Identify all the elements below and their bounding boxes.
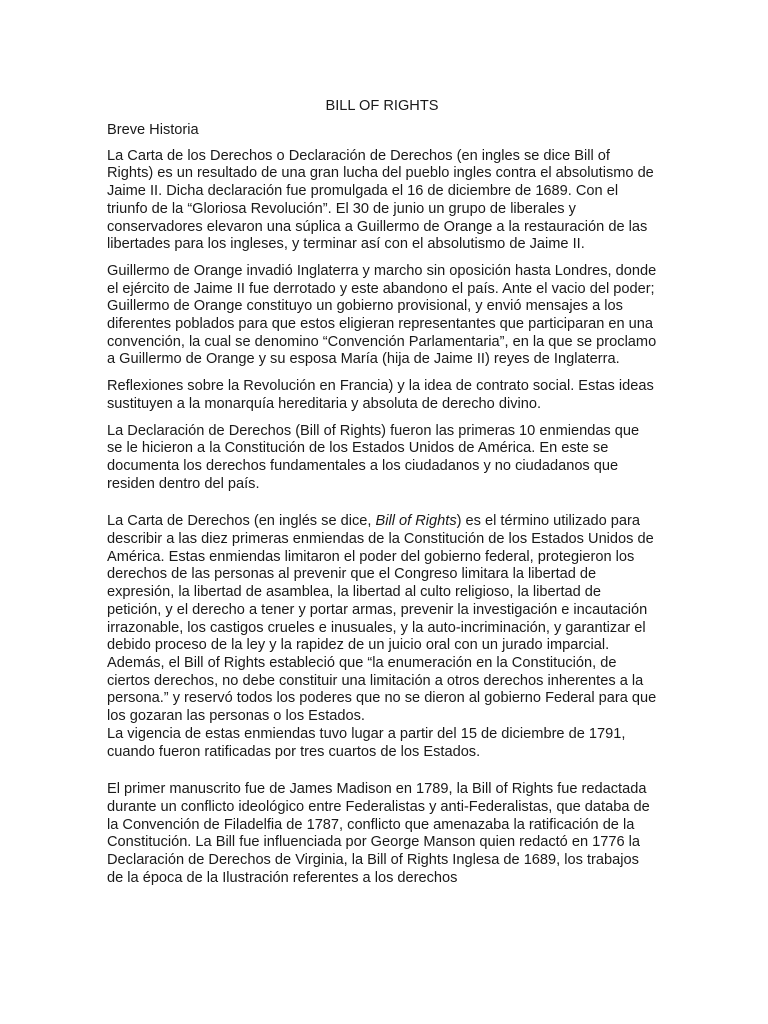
document-title: BILL OF RIGHTS — [325, 98, 439, 114]
paragraph-5 — [107, 513, 657, 725]
paragraph-6: La vigencia de estas enmiendas tuvo lugar a partir del 15 de diciembre de 1791, cuando fueron ratificadas por tres cuartos de los Estados. — [107, 725, 626, 760]
paragraph-7: El primer manuscrito fue de James Madison en 1789, la Bill of Rights fue redactada durante un conflicto ideológico entre Federalistas y anti-Federalistas, que databa de la Convención de Filadelfia de 1787, conflicto que amenazaba la ratificación de la Constitución. La Bill fue influenciada por George Manson quien redactó en 1776 la Declaración de Derechos de Virginia, la Bill of Rights Inglesa de 1689, los trabajos de la época de la Ilustración referentes a los derechos — [107, 781, 650, 886]
document-page — [107, 96, 657, 896]
paragraph-5-italic-term: Bill of Rights — [375, 513, 457, 530]
paragraph-1: La Carta de los Derechos o Declaración de Derechos (en ingles se dice Bill of Rights) es un resultado de una gran lucha del pueblo ingles contra el absolutismo de Jaime II. Dicha declaración fue promulgada el 16 de diciembre de 1689. Con el triunfo de la “Gloriosa Revolución”. El 30 de junio un grupo de liberales y conservadores elevaron una súplica a Guillermo de Orange a la restauración de las libertades para los ingleses, y terminar así con el absolutismo de Jaime II. — [107, 147, 654, 253]
section-heading: Breve Historia — [107, 122, 199, 138]
paragraph-4: La Declaración de Derechos (Bill of Rights) fueron las primeras 10 enmiendas que se le hicieron a la Constitución de los Estados Unidos de América. En este se documenta los derechos fundamentales a los ciudadanos y no ciudadanos que residen dentro del país. — [107, 422, 640, 492]
paragraph-3: Reflexiones sobre la Revolución en Francia) y la idea de contrato social. Estas ideas sustituyen a la monarquía hereditaria y absoluta de derecho divino. — [107, 378, 654, 412]
paragraph-2: Guillermo de Orange invadió Inglaterra y marcho sin oposición hasta Londres, donde el ejército de Jaime II fue derrotado y este abandono el país. Ante el vacio del poder; Guillermo de Orange constituyo un gobierno provisional, y envió mensajes a los diferentes poblados para que estos eligieran representantes que participaran en una convención, la cual se denomino “Convención Parlamentaria”, en la que se proclamo a Guillermo de Orange y su esposa María (hija de Jaime II) reyes de Inglaterra. — [107, 262, 657, 368]
paragraph-5-rest: ) es el término utilizado para describir a las diez primeras enmiendas de la Constitución de los Estados Unidos de América. Estas enmiendas limitaron el poder del gobierno federal, protegieron los derechos de las personas al prevenir que el Congreso limitara la libertad de expresión, la libertad de asamblea, la libertad al culto religioso, la libertad de petición, y el derecho a tener y portar armas, prevenir la investigación e incautación irrazonable, los castigos crueles e inusuales, y la auto-incriminación, y garantizar el debido proceso de la ley y la rapidez de un juicio oral con un jurado imparcial. Además, el Bill of Rights estableció que “la enumeración en la Constitución, de ciertos derechos, no debe constituir una limitación a otros derechos inherentes a la persona.” y reservó todos los poderes que no se dieron al gobierno Federal para que los gozaran las personas o los Estados. — [107, 513, 657, 725]
paragraph-5-start: La Carta de Derechos (en inglés se dice, — [107, 513, 376, 530]
